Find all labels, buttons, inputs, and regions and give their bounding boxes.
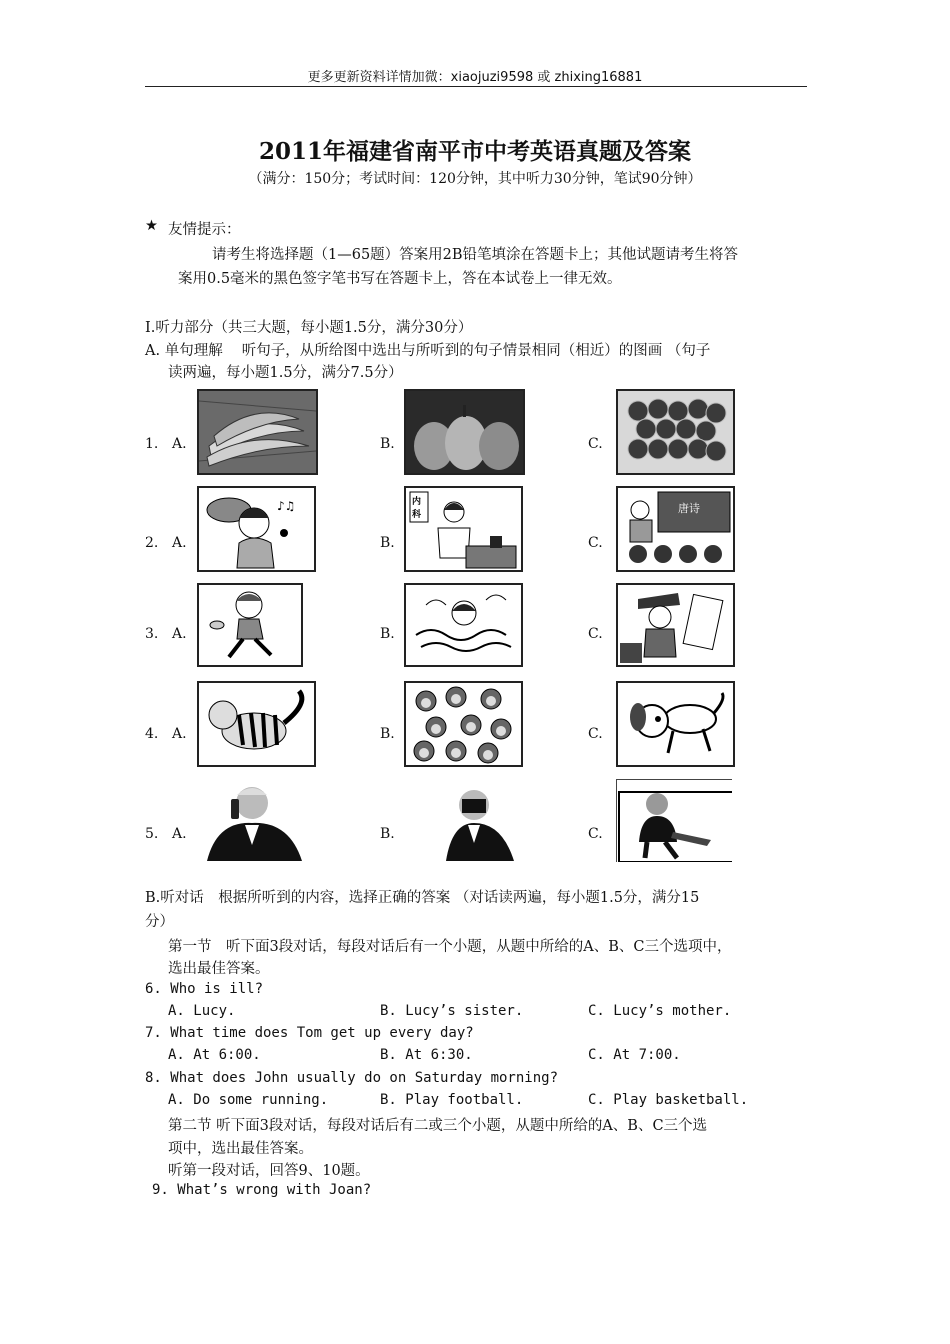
q3-option-c: C. [588, 626, 603, 642]
q6-option-c[interactable]: C. Lucy’s mother. [588, 1003, 732, 1019]
q3-number: 3. [145, 626, 159, 642]
header-rule [145, 86, 807, 87]
q7-option-a[interactable]: A. At 6:00. [168, 1047, 261, 1063]
q4-option-c: C. [588, 726, 603, 742]
tiger-cartoon[interactable] [197, 681, 316, 767]
q8-stem: 8. What does John usually do on Saturday morning? [145, 1070, 559, 1086]
q1-option-c: C. [588, 436, 603, 452]
q2-option-a: A. [172, 535, 187, 551]
q7-stem: 7. What time does Tom get up every day? [145, 1025, 474, 1041]
q7-option-c[interactable]: C. At 7:00. [588, 1047, 681, 1063]
svg-text:科: 科 [412, 510, 422, 520]
doctor-cartoon[interactable] [404, 486, 523, 572]
jie2-line-2: 项中，选出最佳答案。 [168, 1141, 313, 1157]
q2-option-b: B. [380, 535, 395, 551]
monkeys-cartoon[interactable] [404, 681, 523, 767]
man-on-phone-photo[interactable] [197, 779, 312, 861]
svg-text:唐诗: 唐诗 [678, 502, 700, 515]
q8-option-c[interactable]: C. Play basketball. [588, 1092, 749, 1108]
q3-option-a: A. [172, 626, 187, 642]
secA-line-2: 读两遍，每小题1.5分，满分7.5分） [168, 365, 403, 381]
teacher-cartoon[interactable] [616, 486, 735, 572]
part1-heading: I.听力部分（共三大题，每小题1.5分，满分30分） [145, 320, 473, 336]
secA-line-1: A. 单句理解 听句子，从所给图中选出与所听到的句子情景相同（相近）的图画 （句子 [145, 343, 711, 359]
q4-option-b: B. [380, 726, 395, 742]
jie1-line-2: 选出最佳答案。 [168, 961, 270, 977]
tips-line-1: 请考生将选择题（1—65题）答案用2B铅笔填涂在答题卡上；其他试题请考生将答 [212, 247, 739, 263]
drawing-boy-cartoon[interactable] [616, 583, 735, 667]
q5-number: 5. [145, 826, 159, 842]
secB-line-2: 分） [145, 914, 174, 930]
q2-option-c: C. [588, 535, 603, 551]
grapes-photo[interactable] [616, 389, 735, 475]
man-with-camera-photo[interactable] [404, 779, 519, 861]
secB-line-1: B.听对话 根据所听到的内容，选择正确的答案 （对话读两遍，每小题1.5分，满分15 [145, 890, 700, 906]
jie2-line-1: 第二节 听下面3段对话，每段对话后有二或三个小题，从题中所给的A、B、C三个选 [168, 1118, 708, 1134]
q9-stem: 9. What’s wrong with Joan? [152, 1182, 372, 1198]
q5-option-a: A. [172, 826, 187, 842]
q6-stem: 6. Who is ill? [145, 981, 264, 997]
q6-option-b[interactable]: B. Lucy’s sister. [380, 1003, 524, 1019]
q2-number: 2. [145, 535, 159, 551]
dog-cartoon[interactable] [616, 681, 735, 767]
running-boy-cartoon[interactable] [197, 583, 303, 667]
bananas-photo[interactable] [197, 389, 318, 475]
jie1-line-1: 第一节 听下面3段对话，每段对话后有一个小题，从题中所给的A、B、C三个选项中， [168, 939, 732, 955]
q4-option-a: A. [172, 726, 187, 742]
q8-option-b[interactable]: B. Play football. [380, 1092, 524, 1108]
tips-line-2: 案用0.5毫米的黑色签字笔书写在答题卡上，答在本试卷上一律无效。 [178, 271, 622, 287]
exam-info: （满分：150分；考试时间：120分钟，其中听力30分钟，笔试90分钟） [248, 171, 702, 187]
man-with-laptop-photo[interactable] [616, 779, 732, 862]
svg-text:内: 内 [412, 497, 422, 507]
page-header: 更多更新资料详情加微：xiaojuzi9598 或 zhixing16881 [307, 70, 643, 85]
q4-number: 4. [145, 726, 159, 742]
star-icon: ★ [145, 218, 158, 234]
q1-number: 1. [145, 436, 159, 452]
q1-option-a: A. [172, 436, 187, 452]
singer-cartoon[interactable] [197, 486, 316, 572]
jie2-line-3: 听第一段对话，回答9、10题。 [168, 1163, 370, 1179]
tips-heading: 友情提示： [168, 222, 241, 238]
svg-text:♪♫: ♪♫ [277, 499, 296, 513]
swimming-boy-cartoon[interactable] [404, 583, 523, 667]
q6-option-a[interactable]: A. Lucy. [168, 1003, 236, 1019]
q5-option-b: B. [380, 826, 395, 842]
q5-option-c: C. [588, 826, 603, 842]
pears-photo[interactable] [404, 389, 525, 475]
q3-option-b: B. [380, 626, 395, 642]
q7-option-b[interactable]: B. At 6:30. [380, 1047, 473, 1063]
page-title: 2011年福建省南平市中考英语真题及答案 [258, 138, 691, 165]
q8-option-a[interactable]: A. Do some running. [168, 1092, 329, 1108]
q1-option-b: B. [380, 436, 395, 452]
